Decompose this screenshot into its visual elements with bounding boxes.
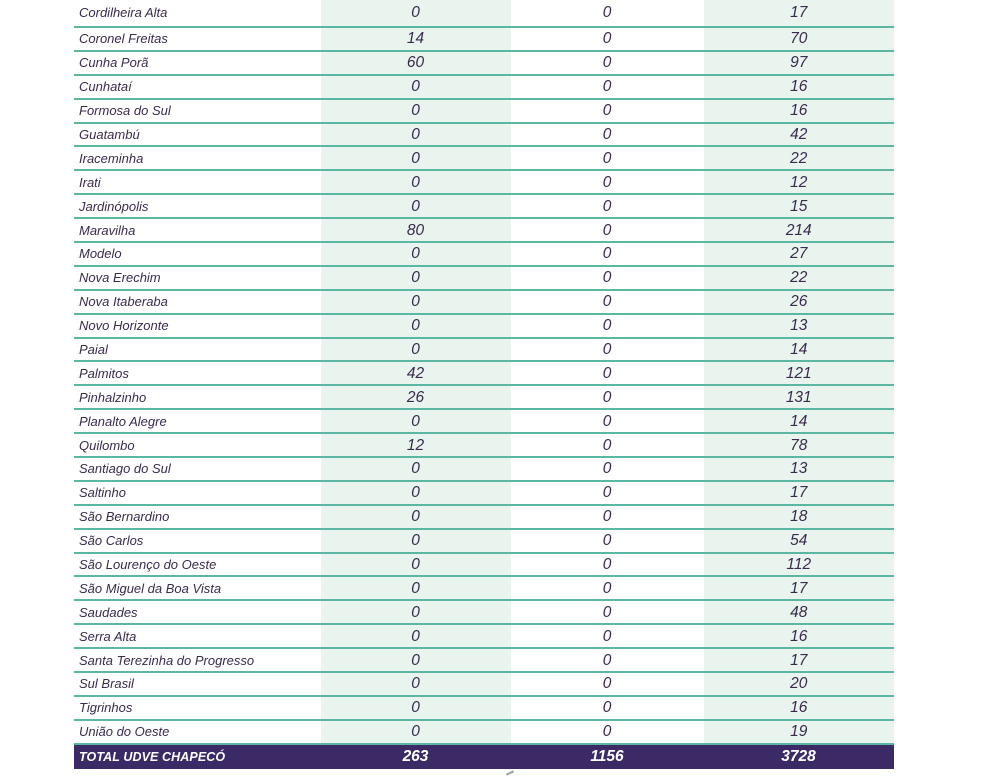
value-col-3: 12 bbox=[703, 170, 894, 194]
value-col-2: 0 bbox=[511, 481, 703, 505]
value-col-3: 121 bbox=[703, 361, 894, 385]
value-col-3: 78 bbox=[703, 433, 894, 457]
value-col-3: 14 bbox=[703, 338, 894, 362]
table-row bbox=[74, 361, 894, 385]
value-col-3: 16 bbox=[703, 696, 894, 720]
municipality-name: Iraceminha bbox=[74, 146, 320, 170]
value-col-3: 13 bbox=[703, 314, 894, 338]
table-row bbox=[74, 290, 894, 314]
value-col-1: 0 bbox=[320, 529, 511, 553]
value-col-1: 0 bbox=[320, 696, 511, 720]
table-row bbox=[74, 146, 894, 170]
table-row bbox=[74, 696, 894, 720]
value-col-3: 214 bbox=[703, 218, 894, 242]
value-col-3: 26 bbox=[703, 290, 894, 314]
value-col-2: 0 bbox=[511, 600, 703, 624]
value-col-1: 0 bbox=[320, 290, 511, 314]
value-col-3: 17 bbox=[703, 481, 894, 505]
value-col-1: 12 bbox=[320, 433, 511, 457]
value-col-2: 0 bbox=[511, 194, 703, 218]
value-col-3: 14 bbox=[703, 409, 894, 433]
value-col-2: 0 bbox=[511, 648, 703, 672]
municipality-name: Pinhalzinho bbox=[74, 385, 320, 409]
value-col-2: 0 bbox=[511, 290, 703, 314]
value-col-3: 48 bbox=[703, 600, 894, 624]
table-row bbox=[74, 242, 894, 266]
value-col-2: 0 bbox=[511, 338, 703, 362]
value-col-2: 0 bbox=[511, 51, 703, 75]
value-col-3: 131 bbox=[703, 385, 894, 409]
table-row bbox=[74, 505, 894, 529]
municipality-name: Nova Itaberaba bbox=[74, 290, 320, 314]
municipality-name: Guatambú bbox=[74, 123, 320, 147]
table-row bbox=[74, 553, 894, 577]
municipality-name: Jardinópolis bbox=[74, 194, 320, 218]
table-row bbox=[74, 218, 894, 242]
value-col-3: 27 bbox=[703, 242, 894, 266]
table-row bbox=[74, 27, 894, 51]
value-col-2: 0 bbox=[511, 123, 703, 147]
table-row bbox=[74, 170, 894, 194]
table-row bbox=[74, 600, 894, 624]
total-col-2: 1156 bbox=[511, 744, 703, 769]
municipality-name: São Carlos bbox=[74, 529, 320, 553]
value-col-3: 42 bbox=[703, 123, 894, 147]
value-col-1: 0 bbox=[320, 170, 511, 194]
value-col-1: 0 bbox=[320, 409, 511, 433]
municipality-name: Santa Terezinha do Progresso bbox=[74, 648, 320, 672]
value-col-3: 97 bbox=[703, 51, 894, 75]
value-col-1: 0 bbox=[320, 242, 511, 266]
table-row bbox=[74, 433, 894, 457]
value-col-3: 16 bbox=[703, 99, 894, 123]
municipality-name: São Miguel da Boa Vista bbox=[74, 576, 320, 600]
value-col-2: 0 bbox=[511, 170, 703, 194]
value-col-2: 0 bbox=[511, 385, 703, 409]
value-col-1: 14 bbox=[320, 27, 511, 51]
value-col-2: 0 bbox=[511, 75, 703, 99]
value-col-3: 13 bbox=[703, 457, 894, 481]
table-body bbox=[74, 0, 894, 769]
table-row bbox=[74, 338, 894, 362]
municipality-name: Planalto Alegre bbox=[74, 409, 320, 433]
municipality-name: Irati bbox=[74, 170, 320, 194]
value-col-2: 0 bbox=[511, 314, 703, 338]
municipality-name: Novo Horizonte bbox=[74, 314, 320, 338]
value-col-1: 0 bbox=[320, 338, 511, 362]
value-col-1: 0 bbox=[320, 481, 511, 505]
value-col-2: 0 bbox=[511, 218, 703, 242]
value-col-3: 17 bbox=[703, 648, 894, 672]
municipality-name: Sul Brasil bbox=[74, 672, 320, 696]
value-col-2: 0 bbox=[511, 27, 703, 51]
municipality-table bbox=[74, 0, 894, 769]
municipality-name: Saudades bbox=[74, 600, 320, 624]
value-col-1: 26 bbox=[320, 385, 511, 409]
value-col-3: 16 bbox=[703, 624, 894, 648]
municipality-name: Modelo bbox=[74, 242, 320, 266]
value-col-2: 0 bbox=[511, 457, 703, 481]
municipality-name: Cordilheira Alta bbox=[74, 0, 320, 27]
value-col-1: 0 bbox=[320, 648, 511, 672]
value-col-3: 20 bbox=[703, 672, 894, 696]
table-row bbox=[74, 123, 894, 147]
value-col-3: 22 bbox=[703, 266, 894, 290]
value-col-1: 0 bbox=[320, 576, 511, 600]
value-col-1: 0 bbox=[320, 75, 511, 99]
value-col-1: 0 bbox=[320, 99, 511, 123]
municipality-name: Saltinho bbox=[74, 481, 320, 505]
value-col-3: 19 bbox=[703, 720, 894, 744]
total-col-3: 3728 bbox=[703, 744, 894, 769]
value-col-3: 18 bbox=[703, 505, 894, 529]
value-col-1: 0 bbox=[320, 600, 511, 624]
value-col-2: 0 bbox=[511, 266, 703, 290]
value-col-2: 0 bbox=[511, 529, 703, 553]
municipality-name: Palmitos bbox=[74, 361, 320, 385]
table-row bbox=[74, 529, 894, 553]
value-col-1: 0 bbox=[320, 146, 511, 170]
value-col-3: 22 bbox=[703, 146, 894, 170]
value-col-1: 0 bbox=[320, 720, 511, 744]
municipality-name: União do Oeste bbox=[74, 720, 320, 744]
municipality-name: Tigrinhos bbox=[74, 696, 320, 720]
value-col-3: 17 bbox=[703, 576, 894, 600]
table-row bbox=[74, 99, 894, 123]
table-row bbox=[74, 75, 894, 99]
value-col-2: 0 bbox=[511, 553, 703, 577]
value-col-2: 0 bbox=[511, 242, 703, 266]
municipality-name: Formosa do Sul bbox=[74, 99, 320, 123]
value-col-1: 80 bbox=[320, 218, 511, 242]
value-col-2: 0 bbox=[511, 146, 703, 170]
table-row bbox=[74, 624, 894, 648]
page-mark bbox=[506, 770, 514, 775]
value-col-2: 0 bbox=[511, 433, 703, 457]
municipality-name: Santiago do Sul bbox=[74, 457, 320, 481]
municipality-name: Coronel Freitas bbox=[74, 27, 320, 51]
value-col-3: 70 bbox=[703, 27, 894, 51]
value-col-1: 0 bbox=[320, 123, 511, 147]
table-row bbox=[74, 314, 894, 338]
value-col-1: 0 bbox=[320, 266, 511, 290]
value-col-3: 16 bbox=[703, 75, 894, 99]
municipality-name: Serra Alta bbox=[74, 624, 320, 648]
value-col-1: 0 bbox=[320, 194, 511, 218]
value-col-1: 0 bbox=[320, 624, 511, 648]
municipality-name: São Bernardino bbox=[74, 505, 320, 529]
value-col-2: 0 bbox=[511, 696, 703, 720]
value-col-3: 54 bbox=[703, 529, 894, 553]
total-label: TOTAL UDVE CHAPECÓ bbox=[74, 744, 320, 769]
value-col-2: 0 bbox=[511, 409, 703, 433]
table-row bbox=[74, 0, 894, 27]
table-row bbox=[74, 457, 894, 481]
municipality-name: Nova Erechim bbox=[74, 266, 320, 290]
value-col-3: 17 bbox=[703, 0, 894, 27]
value-col-2: 0 bbox=[511, 576, 703, 600]
municipality-name: Cunhataí bbox=[74, 75, 320, 99]
table-row bbox=[74, 648, 894, 672]
total-row bbox=[74, 744, 894, 769]
municipality-name: Quilombo bbox=[74, 433, 320, 457]
value-col-2: 0 bbox=[511, 505, 703, 529]
value-col-1: 60 bbox=[320, 51, 511, 75]
table-row bbox=[74, 576, 894, 600]
value-col-2: 0 bbox=[511, 720, 703, 744]
municipality-name: Paial bbox=[74, 338, 320, 362]
table-row bbox=[74, 266, 894, 290]
municipality-name: Maravilha bbox=[74, 218, 320, 242]
value-col-3: 112 bbox=[703, 553, 894, 577]
table-row bbox=[74, 409, 894, 433]
value-col-1: 0 bbox=[320, 0, 511, 27]
value-col-1: 0 bbox=[320, 553, 511, 577]
table-row bbox=[74, 51, 894, 75]
table-row bbox=[74, 481, 894, 505]
value-col-1: 0 bbox=[320, 314, 511, 338]
table-row bbox=[74, 672, 894, 696]
value-col-2: 0 bbox=[511, 99, 703, 123]
value-col-2: 0 bbox=[511, 624, 703, 648]
total-col-1: 263 bbox=[320, 744, 511, 769]
value-col-2: 0 bbox=[511, 672, 703, 696]
table-row bbox=[74, 194, 894, 218]
value-col-3: 15 bbox=[703, 194, 894, 218]
value-col-1: 0 bbox=[320, 457, 511, 481]
municipality-name: Cunha Porã bbox=[74, 51, 320, 75]
value-col-2: 0 bbox=[511, 0, 703, 27]
value-col-1: 0 bbox=[320, 505, 511, 529]
value-col-2: 0 bbox=[511, 361, 703, 385]
value-col-1: 42 bbox=[320, 361, 511, 385]
municipality-name: São Lourenço do Oeste bbox=[74, 553, 320, 577]
table-row bbox=[74, 720, 894, 744]
value-col-1: 0 bbox=[320, 672, 511, 696]
table-row bbox=[74, 385, 894, 409]
